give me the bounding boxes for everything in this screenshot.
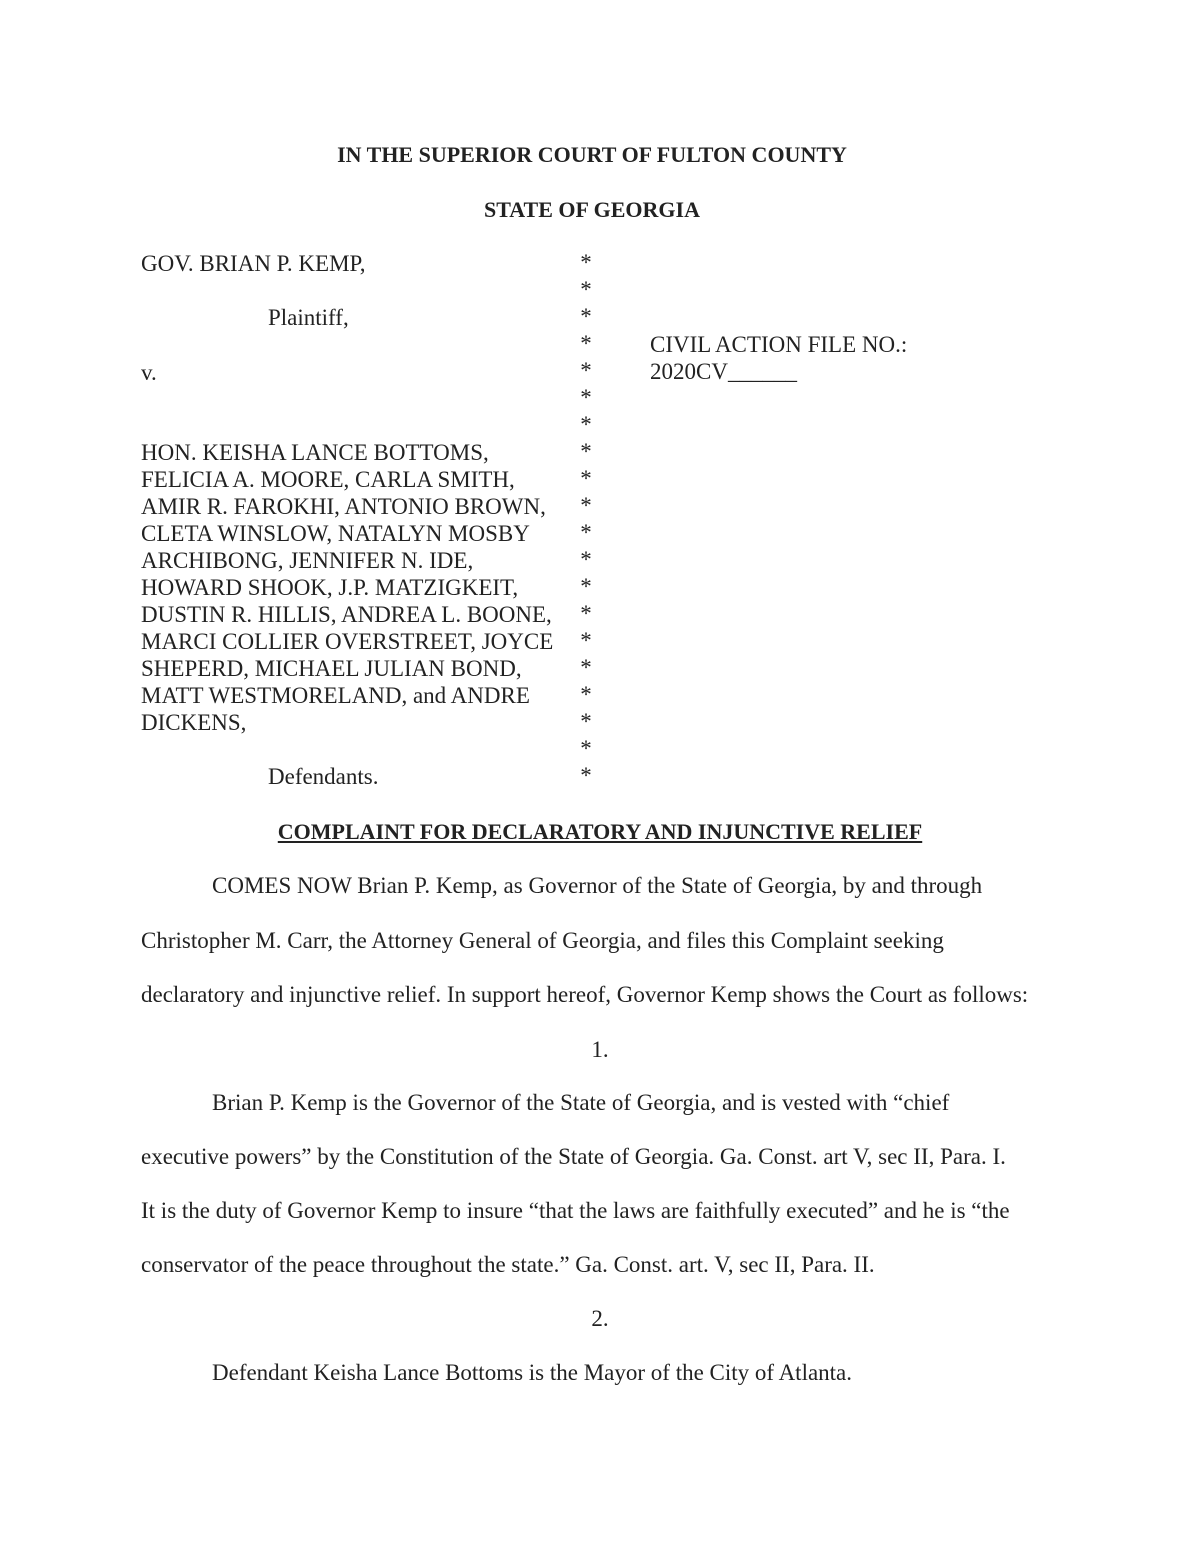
paragraph-line: conservator of the peace throughout the state.” Ga. Const. art. V, sec II, Para. II. [141, 1252, 875, 1277]
defendant-line: MATT WESTMORELAND, and ANDRE [141, 683, 530, 708]
plaintiff-name: GOV. BRIAN P. KEMP, [141, 251, 366, 276]
court-state-heading: STATE OF GEORGIA [484, 197, 700, 222]
civil-action-number: 2020CV______ [650, 359, 797, 384]
defendant-line: HON. KEISHA LANCE BOTTOMS, [141, 440, 489, 465]
separator-asterisk: * [580, 385, 592, 410]
separator-asterisk: * [580, 412, 592, 437]
separator-asterisk: * [580, 628, 592, 653]
separator-asterisk: * [580, 358, 592, 383]
paragraph-line: Defendant Keisha Lance Bottoms is the Mayor of the City of Atlanta. [212, 1360, 853, 1385]
defendant-line: CLETA WINSLOW, NATALYN MOSBY [141, 521, 530, 546]
separator-asterisk: * [580, 493, 592, 518]
separator-asterisk: * [580, 304, 592, 329]
paragraph-line: It is the duty of Governor Kemp to insure “that the laws are faithfully executed” and he is “the [141, 1198, 1010, 1223]
separator-asterisk: * [580, 574, 592, 599]
separator-asterisk: * [580, 709, 592, 734]
paragraph-number: 2. [591, 1306, 609, 1331]
separator-asterisk: * [580, 439, 592, 464]
paragraph-line: Brian P. Kemp is the Governor of the State of Georgia, and is vested with “chief [212, 1090, 950, 1115]
separator-asterisk: * [580, 763, 592, 788]
defendant-line: SHEPERD, MICHAEL JULIAN BOND, [141, 656, 522, 681]
separator-asterisk: * [580, 655, 592, 680]
separator-asterisk: * [580, 331, 592, 356]
defendant-line: HOWARD SHOOK, J.P. MATZIGKEIT, [141, 575, 519, 600]
civil-action-label: CIVIL ACTION FILE NO.: [650, 332, 908, 357]
intro-line: Christopher M. Carr, the Attorney General of Georgia, and files this Complaint seeking [141, 928, 944, 953]
paragraph-line: executive powers” by the Constitution of the State of Georgia. Ga. Const. art V, sec II, Para. I. [141, 1144, 1006, 1169]
separator-asterisk: * [580, 250, 592, 275]
complaint-title [0, 819, 1200, 845]
paragraph-number: 1. [591, 1037, 609, 1062]
separator-asterisk: * [580, 520, 592, 545]
separator-asterisk: * [580, 466, 592, 491]
defendant-line: MARCI COLLIER OVERSTREET, JOYCE [141, 629, 554, 654]
plaintiff-role: Plaintiff, [268, 305, 349, 330]
defendant-line: DICKENS, [141, 710, 247, 735]
intro-line: COMES NOW Brian P. Kemp, as Governor of the State of Georgia, by and through [212, 873, 983, 898]
defendant-line: DUSTIN R. HILLIS, ANDREA L. BOONE, [141, 602, 552, 627]
separator-asterisk: * [580, 682, 592, 707]
complaint-title-text: COMPLAINT FOR DECLARATORY AND INJUNCTIVE RELIEF [277, 819, 923, 844]
defendant-role: Defendants. [268, 764, 379, 789]
court-name-heading: IN THE SUPERIOR COURT OF FULTON COUNTY [337, 142, 847, 167]
separator-asterisk: * [580, 601, 592, 626]
defendant-line: FELICIA A. MOORE, CARLA SMITH, [141, 467, 515, 492]
versus-label: v. [141, 360, 157, 385]
separator-asterisk: * [580, 547, 592, 572]
defendant-line: AMIR R. FAROKHI, ANTONIO BROWN, [141, 494, 546, 519]
separator-asterisk: * [580, 736, 592, 761]
intro-line: declaratory and injunctive relief. In support hereof, Governor Kemp shows the Court as follows: [141, 982, 1029, 1007]
separator-asterisk: * [580, 277, 592, 302]
defendant-line: ARCHIBONG, JENNIFER N. IDE, [141, 548, 474, 573]
